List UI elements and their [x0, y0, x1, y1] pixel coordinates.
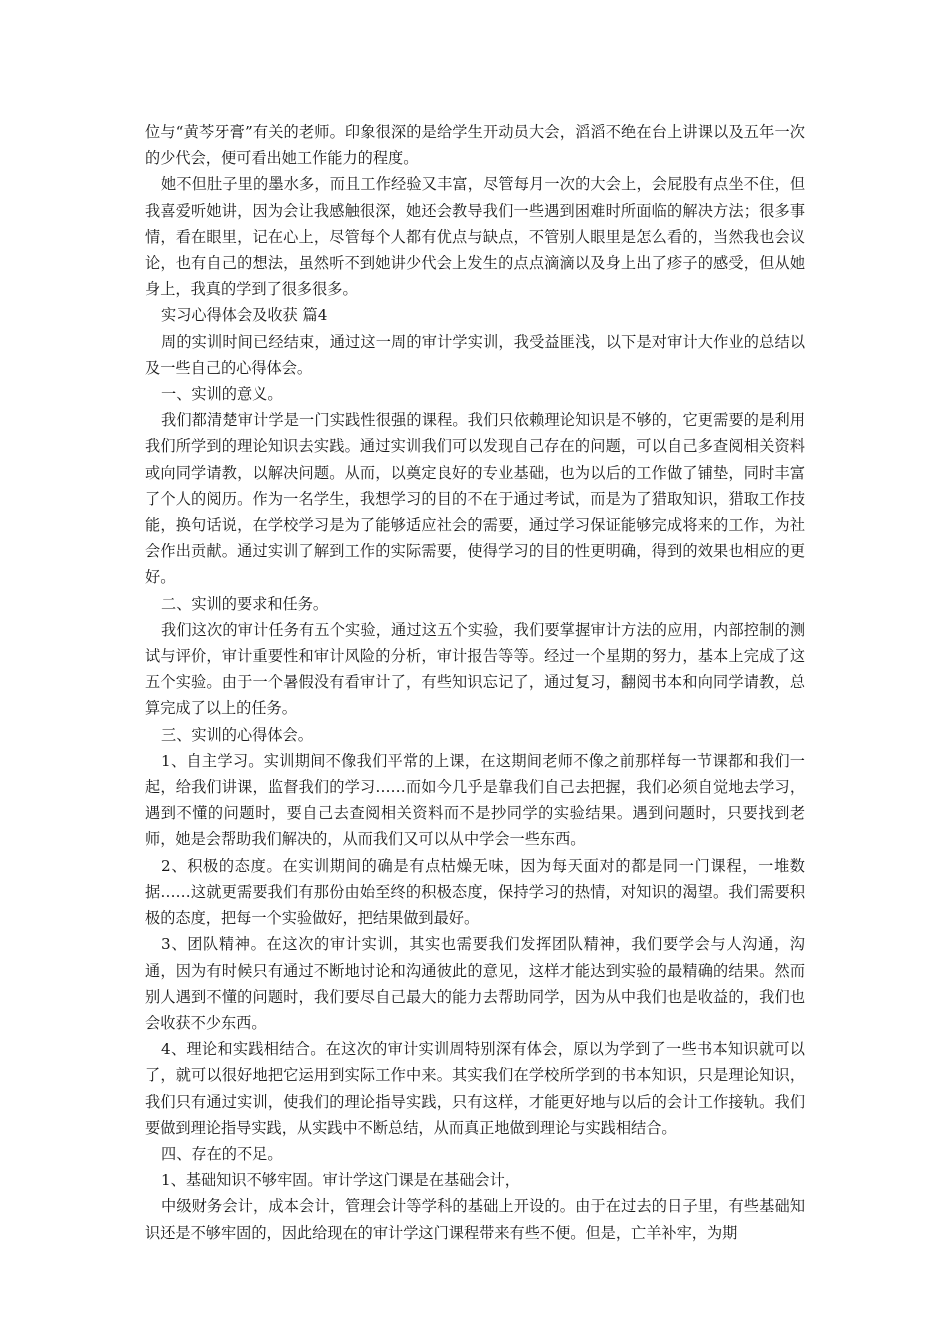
paragraph-continuation: 位与“黄芩牙膏”有关的老师。印象很深的是给学生开动员大会，滔滔不绝在台上讲课以及五年一次的少代会，便可看出她工作能力的程度。 [145, 123, 805, 168]
paragraph: 我们都清楚审计学是一门实践性很强的课程。我们只依赖理论知识是不够的，它更需要的是利用我们所学到的理论知识去实践。通过实训我们可以发现自己存在的问题，可以自己多查阅相关资料或向同学请教，以解决问题。从而，以奠定良好的专业基础，也为以后的工作做了铺垫，同时丰富了个人的阅历。作为一名学生，我想学习的目的不在于通过考试，而是为了猎取知识，猎取工作技能，换句话说，在学校学习是为了能够适应社会的需要，通过学习保证能够完成将来的工作，为社会作出贡献。通过实训了解到工作的实际需要，使得学习的目的性更明确，得到的效果也相应的更好。 [145, 411, 805, 587]
list-item-paragraph: 4、理论和实践相结合。在这次的审计实训周特别深有体会，原以为学到了一些书本知识就可以了，就可以很好地把它运用到实际工作中来。其实我们在学校所学到的书本知识，只是理论知识，我们只有通过实训，使我们的理论指导实践，只有这样，才能更好地与以后的会计工作接轨。我们要做到理论指导实践，从实践中不断总结，从而真正地做到理论与实践相结合。 [145, 1040, 805, 1137]
list-item-paragraph: 1、自主学习。实训期间不像我们平常的上课，在这期间老师不像之前那样每一节课都和我们一起，给我们讲课，监督我们的学习……而如今几乎是靠我们自己去把握，我们必须自觉地去学习，遇到不懂的问题时，要自己去查阅相关资料而不是抄同学的实验结果。遇到问题时，只要找到老师，她是会帮助我们解决的，从而我们又可以从中学会一些东西。 [145, 751, 805, 849]
document-body [145, 119, 805, 1246]
paragraph: 中级财务会计，成本会计，管理会计等学科的基础上开设的。由于在过去的日子里，有些基础知识还是不够牢固的，因此给现在的审计学这门课程带来有些不便。但是，亡羊补牢，为期 [145, 1197, 805, 1242]
subsection-heading: 二、实训的要求和任务。 [161, 594, 329, 613]
list-item-paragraph: 3、团队精神。在这次的审计实训，其实也需要我们发挥团队精神，我们要学会与人沟通，沟通，因为有时候只有通过不断地讨论和沟通彼此的意见，这样才能达到实验的最精确的结果。然而别人遇到不懂的问题时，我们要尽自己最大的能力去帮助同学，因为从中我们也是收益的，我们也会收获不少东西。 [145, 935, 805, 1032]
list-item-paragraph: 1、基础知识不够牢固。审计学这门课是在基础会计， [161, 1171, 520, 1190]
paragraph: 我们这次的审计任务有五个实验，通过这五个实验，我们要掌握审计方法的应用，内部控制的测试与评价，审计重要性和审计风险的分析，审计报告等等。经过一个星期的努力，基本上完成了这五个实验。由于一个暑假没有看审计了，有些知识忘记了，通过复习，翻阅书本和向同学请教，总算完成了以上的任务。 [145, 620, 805, 718]
section-heading: 实习心得体会及收获 篇4 [161, 306, 328, 325]
subsection-heading: 四、存在的不足。 [161, 1144, 283, 1163]
paragraph: 她不但肚子里的墨水多，而且工作经验又丰富，尽管每月一次的大会上，会屁股有点坐不住，但我喜爱听她讲，因为会让我感触很深，她还会教导我们一些遇到困难时所面临的解决方法；很多事情，看在眼里，记在心上，尽管每个人都有优点与缺点，不管别人眼里是怎么看的，当然我也会议论，也有自己的想法，虽然听不到她讲少代会上发生的点点滴滴以及身上出了疹子的感受，但从她身上，我真的学到了很多很多。 [145, 175, 805, 299]
subsection-heading: 三、实训的心得体会。 [161, 725, 313, 744]
subsection-heading: 一、实训的意义。 [161, 385, 283, 404]
list-item-paragraph: 2、积极的态度。在实训期间的确是有点枯燥无味，因为每天面对的都是同一门课程，一堆数据……这就更需要我们有那份由始至终的积极态度，保持学习的热情，对知识的渴望。我们需要积极的态度，把每一个实验做好，把结果做到最好。 [145, 856, 805, 928]
paragraph: 周的实训时间已经结束，通过这一周的审计学实训，我受益匪浅，以下是对审计大作业的总结以及一些自己的心得体会。 [145, 332, 805, 377]
